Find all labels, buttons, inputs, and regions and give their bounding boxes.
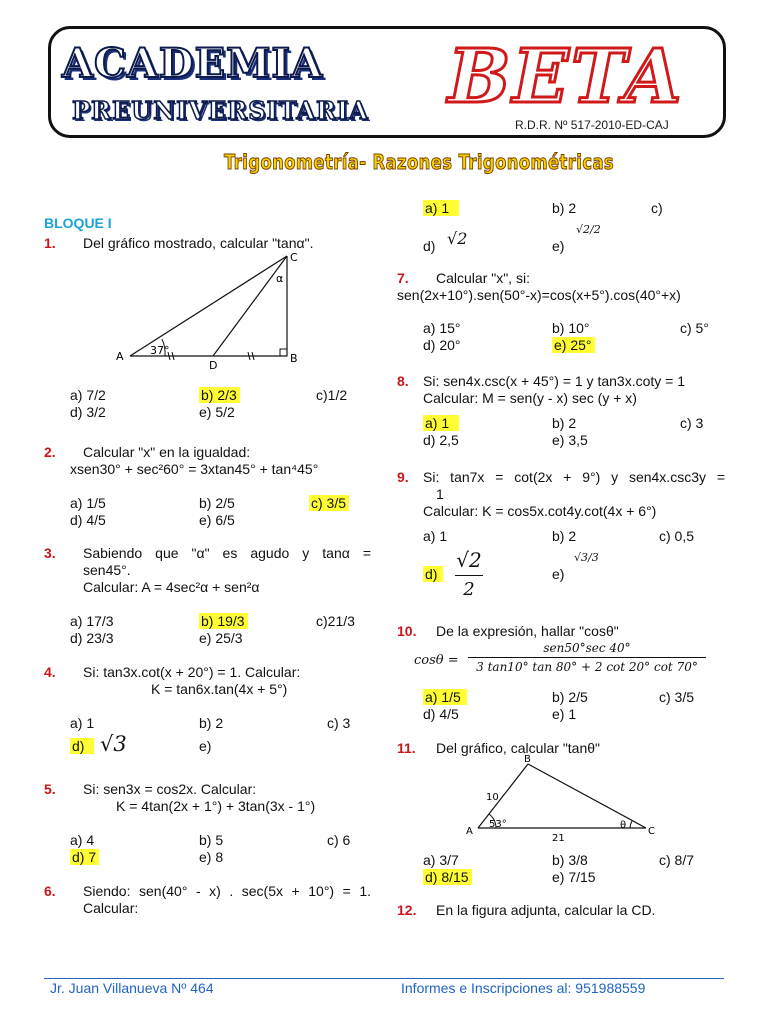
fig11-label-base: 21: [552, 833, 565, 844]
logo-preuniversitaria: PREUNIVERSITARIA: [72, 96, 369, 125]
p9-option-d: d): [423, 566, 443, 582]
problem-5-text-1: Si: sen3x = cos2x. Calcular:: [83, 781, 257, 797]
problem-4-text-2: K = tan6x.tan(4x + 5°): [151, 681, 288, 697]
problem-2-equation: xsen30° + sec²60° = 3xtan45° + tan⁴45°: [70, 461, 319, 477]
problem-8-number: 8.: [397, 373, 409, 389]
p9-option-c: c) 0,5: [659, 528, 695, 544]
fig1-label-b: B: [290, 352, 298, 365]
p10-option-c: c) 3/5: [659, 689, 695, 705]
p2-option-b: b) 2/5: [199, 495, 235, 511]
problem-11-text: Del gráfico, calcular "tanθ": [436, 740, 601, 756]
fig11-label-a: A: [466, 826, 473, 837]
fig11-label-theta: θ: [620, 820, 627, 831]
p9-option-b: b) 2: [552, 528, 577, 544]
p6-option-b: b) 2: [552, 200, 577, 216]
p11-option-d: d) 8/15: [423, 869, 472, 885]
p6-option-d-value: √2: [447, 229, 468, 248]
p5-option-c: c) 6: [327, 832, 351, 848]
problem-1-figure: [110, 248, 310, 373]
p1-option-e: e) 5/2: [199, 404, 235, 420]
footer-divider: [44, 978, 724, 979]
p4-option-c: c) 3: [327, 715, 351, 731]
footer-contact: Informes e Inscripciones al: 951988559: [401, 980, 646, 996]
p5-option-d: d) 7: [70, 849, 99, 865]
problem-4-text-1: Si: tan3x.cot(x + 20°) = 1. Calcular:: [83, 664, 301, 680]
p3-option-d: d) 23/3: [70, 630, 114, 646]
problem-9-number: 9.: [397, 469, 409, 485]
p10-option-d: d) 4/5: [423, 706, 459, 722]
p6-option-e-value: √2/2: [576, 223, 601, 236]
p1-option-b: b) 2/3: [199, 387, 240, 403]
p9-option-e-value: √3/3: [574, 551, 599, 564]
problem-5-text-2: K = 4tan(2x + 1°) + 3tan(3x - 1°): [116, 798, 316, 814]
p8-option-c: c) 3: [680, 415, 704, 431]
problem-11-figure: [462, 752, 662, 844]
fig1-label-angle: 37°: [150, 344, 170, 357]
p7-option-a: a) 15°: [423, 320, 461, 336]
problem-5-number: 5.: [44, 781, 56, 797]
problem-10-text: De la expresión, hallar "cosθ": [436, 623, 619, 639]
logo-beta: BETA: [448, 34, 684, 120]
p9-option-e: e): [552, 566, 565, 582]
p8-option-b: b) 2: [552, 415, 577, 431]
p6-option-c: c): [651, 200, 663, 216]
problem-12-text: En la figura adjunta, calcular la CD.: [436, 902, 656, 918]
p10-denominator: 3 tan10° tan 80° + 2 cot 20° cot 70°: [476, 660, 698, 674]
p8-option-e: e) 3,5: [552, 432, 588, 448]
p10-numerator: sen50°sec 40°: [543, 641, 631, 655]
p7-option-c: c) 5°: [680, 320, 709, 336]
p4-option-d: d): [70, 738, 94, 754]
registration-text: R.D.R. Nº 517-2010-ED-CAJ: [515, 118, 669, 132]
p11-option-a: a) 3/7: [423, 852, 459, 868]
problem-3-text-1: Sabiendo que "α" es agudo y tanα =: [83, 545, 371, 561]
p4-option-a: a) 1: [70, 715, 95, 731]
p5-option-b: b) 5: [199, 832, 224, 848]
p6-option-a: a) 1: [423, 200, 459, 216]
page-subtitle: Trigonometría- Razones Trigonométricas: [224, 150, 615, 174]
p9-option-a: a) 1: [423, 528, 448, 544]
p7-option-b: b) 10°: [552, 320, 590, 336]
fig1-label-alpha: α: [276, 272, 284, 285]
fig1-label-a: A: [116, 350, 124, 363]
p10-lhs: cosθ =: [414, 653, 459, 668]
p1-option-d: d) 3/2: [70, 404, 106, 420]
p10-option-b: b) 2/5: [552, 689, 588, 705]
problem-7-text-1: Calcular "x", si:: [436, 270, 530, 286]
problem-12-number: 12.: [397, 902, 417, 918]
p4-option-e: e): [199, 738, 212, 754]
problem-2-number: 2.: [44, 444, 56, 460]
p8-option-d: d) 2,5: [423, 432, 459, 448]
p2-option-e: e) 6/5: [199, 512, 235, 528]
problem-3-text-3: Calcular: A = 4sec²α + sen²α: [83, 579, 260, 595]
fig11-label-side: 10: [486, 792, 499, 803]
p5-option-e: e) 8: [199, 849, 224, 865]
p9-option-d-denominator: 2: [463, 579, 475, 600]
p11-option-e: e) 7/15: [552, 869, 596, 885]
p3-option-a: a) 17/3: [70, 613, 114, 629]
problem-6-text-2: Calcular:: [83, 900, 139, 916]
problem-4-number: 4.: [44, 664, 56, 680]
p3-option-b: b) 19/3: [199, 613, 248, 629]
p9-fraction-bar: [455, 575, 483, 576]
problem-1-text: Del gráfico mostrado, calcular "tanα".: [83, 235, 314, 251]
p10-option-e: e) 1: [552, 706, 577, 722]
p9-option-d-numerator: √2: [456, 548, 482, 572]
problem-7-text-2: sen(2x+10°).sen(50°-x)=cos(x+5°).cos(40°+x): [397, 287, 681, 303]
block-title: BLOQUE I: [44, 215, 112, 231]
logo-academia: ACADEMIA: [62, 40, 324, 87]
p11-option-b: b) 3/8: [552, 852, 588, 868]
fig1-label-d: D: [209, 359, 218, 372]
p6-option-d: d): [423, 238, 436, 254]
fig11-label-b: B: [524, 754, 531, 765]
p4-option-d-value: √3: [100, 732, 127, 756]
problem-8-text-1: Si: sen4x.csc(x + 45°) = 1 y tan3x.coty = 1: [423, 373, 686, 389]
p10-option-a: a) 1/5: [423, 689, 467, 705]
p7-option-d: d) 20°: [423, 337, 461, 353]
p2-option-a: a) 1/5: [70, 495, 106, 511]
fig1-label-c: C: [290, 251, 298, 264]
p1-option-c: c)1/2: [316, 387, 348, 403]
p2-option-c: c) 3/5: [309, 495, 349, 511]
problem-9-text-3: Calcular: K = cos5x.cot4y.cot(4x + 6°): [423, 503, 657, 519]
p4-option-b: b) 2: [199, 715, 224, 731]
problem-10-number: 10.: [397, 623, 417, 639]
problem-7-number: 7.: [397, 270, 409, 286]
problem-6-text-1: Siendo: sen(40° - x) . sec(5x + 10°) = 1.: [83, 883, 371, 899]
problem-9-text-1: Si: tan7x = cot(2x + 9°) y sen4x.csc3y =: [423, 469, 725, 485]
fig11-label-angle: 53°: [489, 819, 507, 830]
p2-option-d: d) 4/5: [70, 512, 106, 528]
p7-option-e: e) 25°: [552, 337, 595, 353]
problem-6-number: 6.: [44, 883, 56, 899]
p3-option-c: c)21/3: [316, 613, 355, 629]
p10-fraction-bar: [468, 657, 706, 658]
problem-9-text-2: 1: [436, 486, 444, 502]
fig11-label-c: C: [648, 826, 655, 837]
p1-option-a: a) 7/2: [70, 387, 106, 403]
problem-3-number: 3.: [44, 545, 56, 561]
problem-2-text: Calcular "x" en la igualdad:: [83, 444, 251, 460]
p3-option-e: e) 25/3: [199, 630, 243, 646]
p6-option-e: e): [552, 238, 565, 254]
p11-option-c: c) 8/7: [659, 852, 695, 868]
footer-address: Jr. Juan Villanueva Nº 464: [50, 980, 214, 996]
p8-option-a: a) 1: [423, 415, 459, 431]
problem-3-text-2: sen45°.: [83, 562, 131, 578]
problem-8-text-2: Calcular: M = sen(y - x) sec (y + x): [423, 390, 637, 406]
problem-1-number: 1.: [44, 235, 56, 251]
problem-11-number: 11.: [397, 740, 416, 756]
p5-option-a: a) 4: [70, 832, 95, 848]
